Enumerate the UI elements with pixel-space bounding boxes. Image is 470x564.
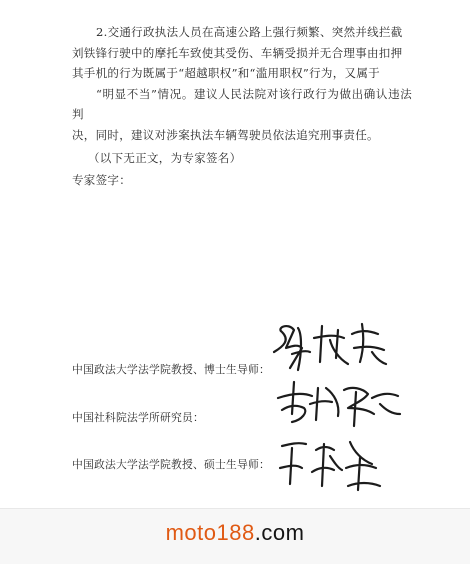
paragraph-line: 2.交通行政执法人员在高速公路上强行频繁、突然并线拦截	[96, 25, 403, 39]
handwritten-signatures	[268, 318, 418, 498]
paragraph-line: 决，同时，建议对涉案执法车辆驾驶员依法追究刑事责任。	[72, 127, 379, 142]
signature-2	[278, 382, 400, 426]
end-note: （以下无正文，为专家签名）	[88, 151, 242, 165]
paragraph-line: 其手机的行为既属于“超越职权”和“滥用职权”行为，又属于	[72, 66, 380, 81]
signature-3	[280, 442, 380, 490]
watermark-tld: .com	[254, 520, 305, 545]
paragraph-line: 刘铁锋行驶中的摩托车致使其受伤、车辆受损并无合理事由扣押	[72, 45, 403, 60]
signature-label: 专家签字：	[72, 173, 131, 187]
paragraph-line: “明显不当”情况。建议人民法院对该行政行为做出确认违法判	[72, 86, 412, 122]
site-watermark	[0, 520, 470, 546]
signer-title-1: 中国政法大学法学院教授、博士生导师：	[72, 363, 270, 376]
signer-title-2: 中国社科院法学所研究员：	[72, 411, 204, 424]
signature-1	[274, 324, 386, 370]
paragraph-2	[72, 22, 412, 146]
signer-title-3: 中国政法大学法学院教授、硕士生导师：	[72, 458, 270, 471]
watermark-brand: moto188	[165, 520, 255, 545]
